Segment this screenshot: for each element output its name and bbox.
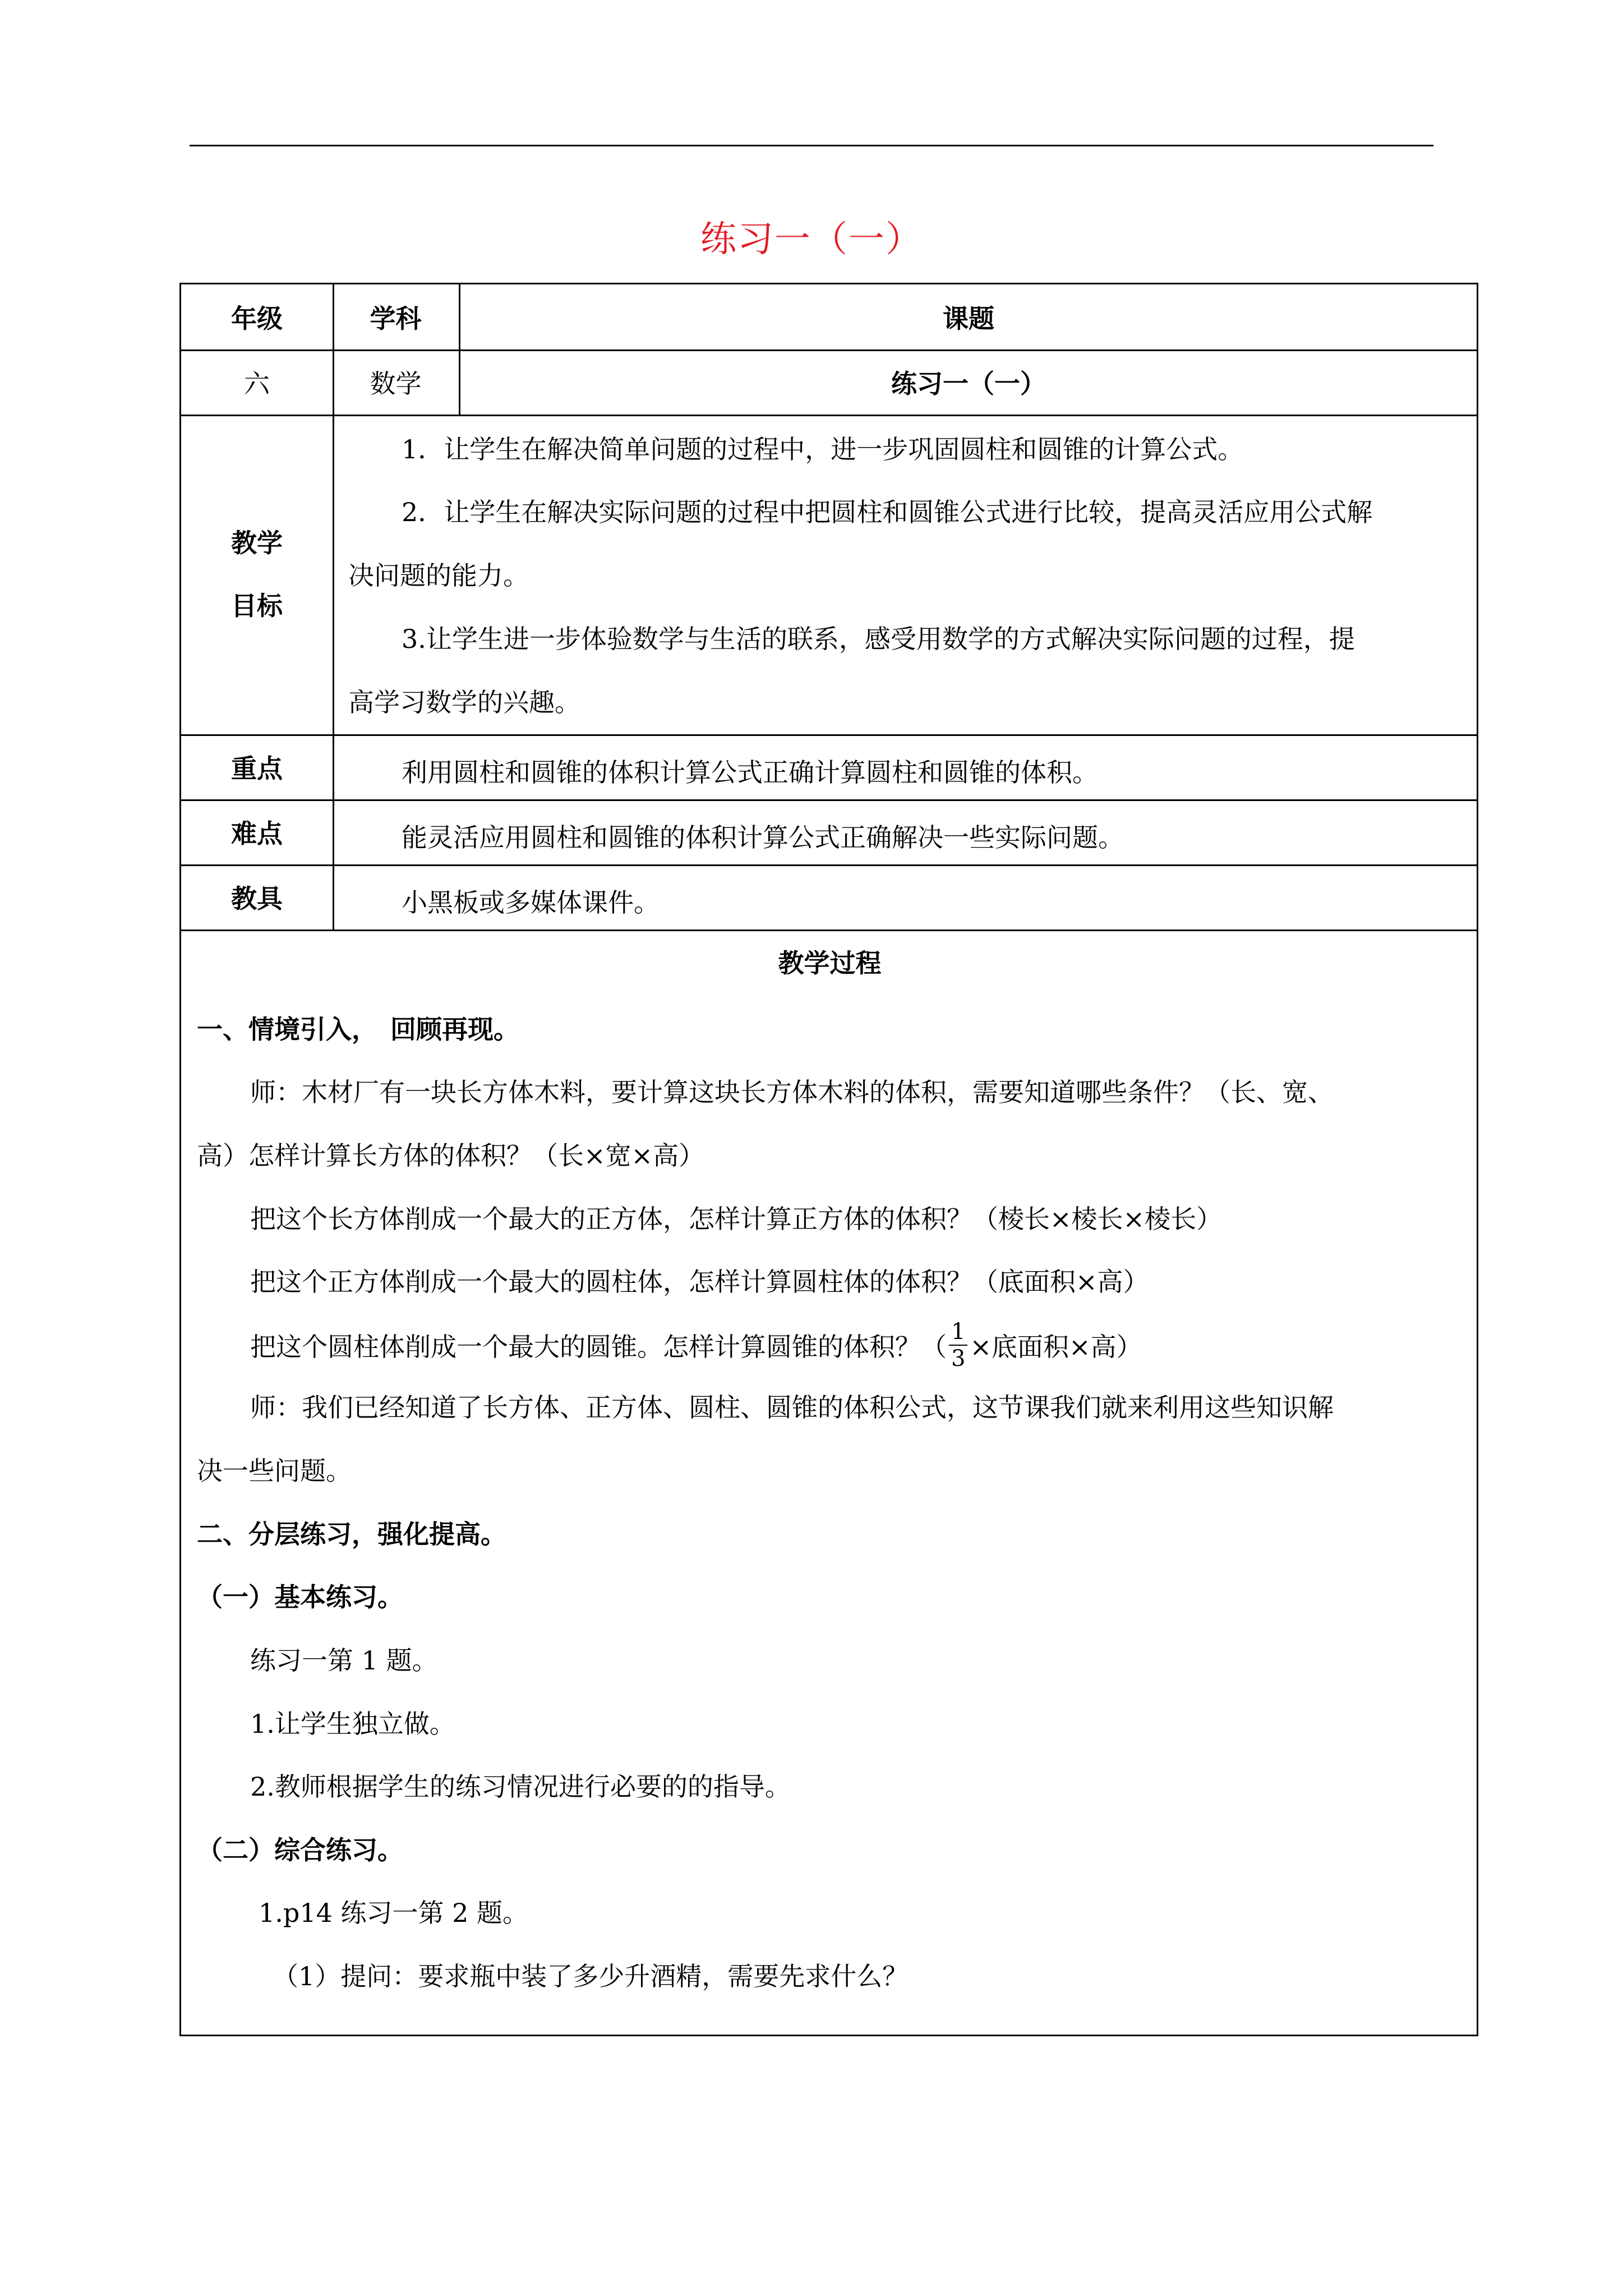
goals-label xyxy=(181,415,333,734)
row-divider xyxy=(181,799,1477,801)
fraction-denominator: 3 xyxy=(951,1346,966,1372)
s2-2-item-1: 1.p14 练习一第 2 题。 xyxy=(259,1898,529,1928)
key-point-label: 重点 xyxy=(231,753,283,784)
goal-3-line1: 3.让学生进一步体验数学与生活的联系，感受用数学的方式解决实际问题的过程，提 xyxy=(402,624,1355,654)
s2-1-item-1: 练习一第 1 题。 xyxy=(250,1645,438,1676)
s1-paragraph-4 xyxy=(250,1314,1142,1376)
goal-1: 1．让学生在解决简单问题的过程中，进一步巩固圆柱和圆锥的计算公式。 xyxy=(402,434,1244,464)
lesson-plan-table xyxy=(179,283,1478,2036)
row-divider xyxy=(181,930,1477,931)
s2-1-item-3: 2.教师根据学生的练习情况进行必要的的指导。 xyxy=(250,1772,791,1802)
row-divider xyxy=(181,864,1477,866)
s2-2-item-2: （1）提问：要求瓶中装了多少升酒精，需要先求什么？ xyxy=(273,1961,909,1991)
tools-label: 教具 xyxy=(231,884,283,914)
difficulty-label: 难点 xyxy=(231,818,283,849)
goal-2-line2: 决问题的能力。 xyxy=(348,560,529,591)
header-subject: 学科 xyxy=(370,303,422,334)
process-heading: 教学过程 xyxy=(778,948,882,978)
s1-p4-prefix: 把这个圆柱体削成一个最大的圆锥。怎样计算圆锥的体积？（ xyxy=(250,1332,947,1362)
s1-p4-suffix: ×底面积×高） xyxy=(970,1332,1142,1362)
s1-paragraph-5-line2: 决一些问题。 xyxy=(197,1456,352,1486)
one-third-fraction xyxy=(949,1319,967,1372)
difficulty-text: 能灵活应用圆柱和圆锥的体积计算公式正确解决一些实际问题。 xyxy=(402,822,1124,853)
goals-label-line1: 教学 xyxy=(231,528,283,558)
section-1-title: 一、情境引入， 回顾再现。 xyxy=(197,1014,519,1045)
goals-label-line2: 目标 xyxy=(231,591,283,621)
goal-2-line1: 2．让学生在解决实际问题的过程中把圆柱和圆锥公式进行比较，提高灵活应用公式解 xyxy=(402,497,1373,527)
header-grade: 年级 xyxy=(231,303,283,334)
header-topic: 课题 xyxy=(943,303,994,334)
subject-value: 数学 xyxy=(370,369,422,399)
section-2-1-title: （一）基本练习。 xyxy=(197,1582,403,1612)
s1-paragraph-1-line1: 师：木材厂有一块长方体木料，要计算这块长方体木料的体积，需要知道哪些条件？（长、宽、 xyxy=(250,1077,1334,1107)
header-rule xyxy=(190,145,1433,146)
s1-paragraph-3: 把这个正方体削成一个最大的圆柱体，怎样计算圆柱体的体积？（底面积×高） xyxy=(250,1267,1149,1297)
grade-value: 六 xyxy=(244,369,270,399)
topic-value: 练习一（一） xyxy=(891,369,1046,399)
section-2-title: 二、分层练习，强化提高。 xyxy=(197,1519,506,1549)
document-title: 练习一（一） xyxy=(700,219,923,260)
section-2-2-title: （二）综合练习。 xyxy=(197,1835,403,1865)
tools-text: 小黑板或多媒体课件。 xyxy=(402,887,660,918)
row-divider xyxy=(181,734,1477,736)
key-point-text: 利用圆柱和圆锥的体积计算公式正确计算圆柱和圆锥的体积。 xyxy=(402,757,1098,788)
s1-paragraph-5-line1: 师：我们已经知道了长方体、正方体、圆柱、圆锥的体积公式，这节课我们就来利用这些知识解 xyxy=(250,1392,1334,1423)
s2-1-item-2: 1.让学生独立做。 xyxy=(250,1709,455,1739)
goal-3-line2: 高学习数学的兴趣。 xyxy=(348,687,580,717)
s1-paragraph-1-line2: 高）怎样计算长方体的体积？（长×宽×高） xyxy=(197,1140,705,1171)
row-divider xyxy=(181,415,1477,416)
s1-paragraph-2: 把这个长方体削成一个最大的正方体，怎样计算正方体的体积？（棱长×棱长×棱长） xyxy=(250,1204,1223,1234)
fraction-numerator: 1 xyxy=(949,1319,967,1346)
